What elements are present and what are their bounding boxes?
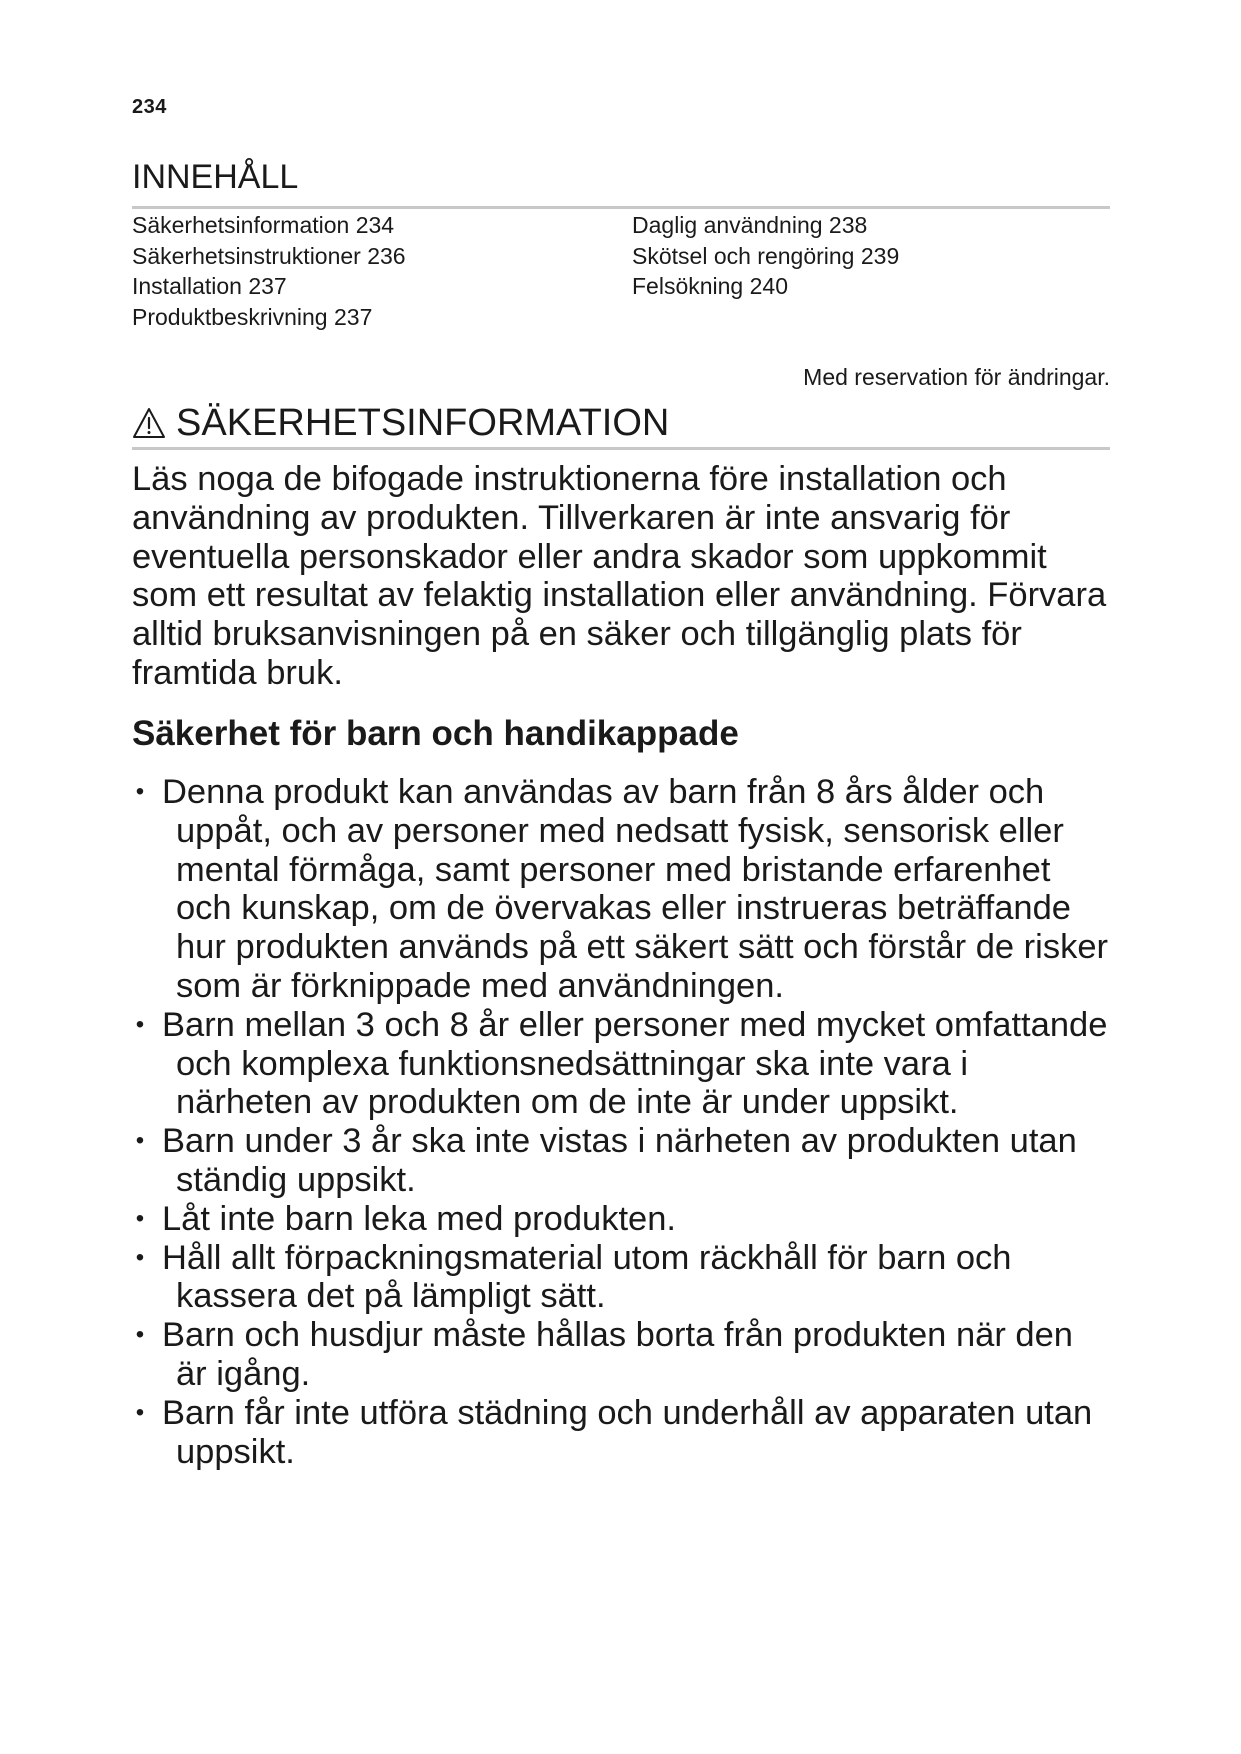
bullet-icon: •	[135, 1321, 145, 1349]
list-item: • Barn och husdjur måste hållas borta från produkten när den är igång.	[132, 1316, 1110, 1394]
toc-title: INNEHÅLL	[132, 158, 299, 196]
page-number: 234	[132, 96, 167, 118]
bullet-icon: •	[135, 1243, 145, 1271]
toc-item-felsokning: Felsökning 240	[632, 273, 788, 299]
toc-item-sakerhetsinformation: Säkerhetsinformation 234	[132, 212, 395, 238]
safety-section-heading	[132, 404, 669, 442]
bullet-icon: •	[135, 1204, 145, 1232]
toc-divider	[132, 206, 1110, 209]
toc-item-skotsel-och-rengoring: Skötsel och rengöring 239	[632, 242, 900, 269]
list-item: • Barn under 3 år ska inte vistas i närheten av produkten utan ständig uppsikt.	[132, 1122, 1110, 1200]
toc-right-column	[632, 210, 899, 302]
child-safety-list	[132, 773, 1110, 1471]
bullet-icon: •	[135, 1398, 145, 1426]
list-item: • Håll allt förpackningsmaterial utom räckhåll för barn och kassera det på lämpligt sätt.	[132, 1239, 1110, 1317]
toc-item-daglig-anvandning: Daglig användning 238	[632, 212, 868, 238]
bullet-icon: •	[135, 1010, 145, 1038]
bullet-icon: •	[135, 1127, 145, 1155]
safety-divider	[132, 447, 1110, 450]
toc-item-installation: Installation 237	[132, 273, 287, 299]
warning-triangle-icon	[132, 407, 166, 439]
child-safety-heading: Säkerhet för barn och handikappade	[132, 714, 739, 753]
toc-item-produktbeskrivning: Produktbeskrivning 237	[132, 303, 373, 330]
list-item: • Barn mellan 3 och 8 år eller personer med mycket omfattande och komplexa funktionsnedsättningar ska inte vara i närheten av produkten om de inte är under uppsikt.	[132, 1006, 1110, 1122]
bullet-icon: •	[135, 778, 145, 805]
safety-intro-paragraph: Läs noga de bifogade instruktionerna före installation och användning av produkten. Tillverkaren är inte ansvarig för eventuella personskador eller andra skador som uppkommit som ett resultat av felaktig installation eller användning. Förvara alltid bruksanvisningen på en säker och tillgänglig plats för framtida bruk.	[132, 460, 1107, 692]
list-item: • Denna produkt kan användas av barn från 8 års ålder och uppåt, och av personer med nedsatt fysisk, sensorisk eller mental förmåga, samt personer med bristande erfarenhet och kunskap, om de övervakas eller instrueras beträffande hur produkten används på ett säkert sätt och förstår de risker som är förknippade med användningen.	[132, 773, 1110, 1006]
list-item: • Barn får inte utföra städning och underhåll av apparaten utan uppsikt.	[132, 1394, 1110, 1472]
toc-left-column	[132, 210, 406, 332]
list-item: • Låt inte barn leka med produkten.	[132, 1200, 1110, 1239]
safety-section-title: SÄKERHETSINFORMATION	[176, 402, 670, 444]
toc-item-sakerhetsinstruktioner: Säkerhetsinstruktioner 236	[132, 242, 406, 269]
disclaimer-text: Med reservation för ändringar.	[803, 364, 1110, 390]
